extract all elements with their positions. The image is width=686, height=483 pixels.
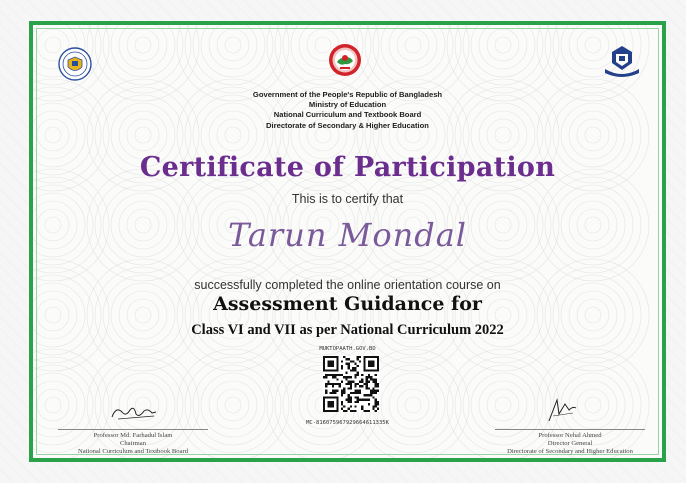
signature-chairman-icon (108, 402, 160, 424)
signatory-director-general (465, 429, 666, 456)
dshe-logo-icon (602, 43, 642, 79)
completion-text: successfully completed the online orientation course on (194, 278, 501, 292)
course-title-line2: Class VI and VII as per National Curriculum 2022 (191, 322, 504, 338)
signatory-title: Chairman (119, 440, 146, 447)
recipient-name: Tarun Mondal (227, 216, 468, 254)
signatory-organization: Directorate of Secondary and Higher Education (507, 448, 633, 455)
signature-director-icon (543, 396, 579, 424)
signatory-name: Professor Md. Farhadul Islam (93, 432, 173, 439)
website-label: MUKTOPAATH.GOV.BD (319, 346, 376, 352)
issuing-authority-header (33, 90, 662, 131)
nctb-logo-icon (58, 47, 92, 81)
certificate-code: MC-816075967929664611335K (306, 420, 389, 426)
header-line-nctb: National Curriculum and Textbook Board (273, 110, 422, 120)
signature-line (58, 429, 208, 430)
signature-line (495, 429, 645, 430)
certificate-title: Certificate of Participation (139, 152, 556, 183)
signatory-organization: National Curriculum and Textbook Board (77, 448, 189, 455)
signatory-name: Professor Nehal Ahmed (538, 432, 602, 439)
signatory-chairman (29, 429, 238, 456)
header-line-ministry: Ministry of Education (308, 100, 387, 110)
certificate-frame (29, 21, 666, 462)
qr-code-icon (323, 356, 379, 412)
signatory-title: Director General (547, 440, 593, 447)
certify-text: This is to certify that (291, 192, 404, 206)
header-line-dshe: Directorate of Secondary & Higher Education (266, 120, 429, 130)
course-title-line1: Assessment Guidance for (213, 293, 482, 315)
header-line-government: Government of the People's Republic of Bangladesh (252, 90, 443, 99)
government-seal-icon (328, 43, 362, 77)
